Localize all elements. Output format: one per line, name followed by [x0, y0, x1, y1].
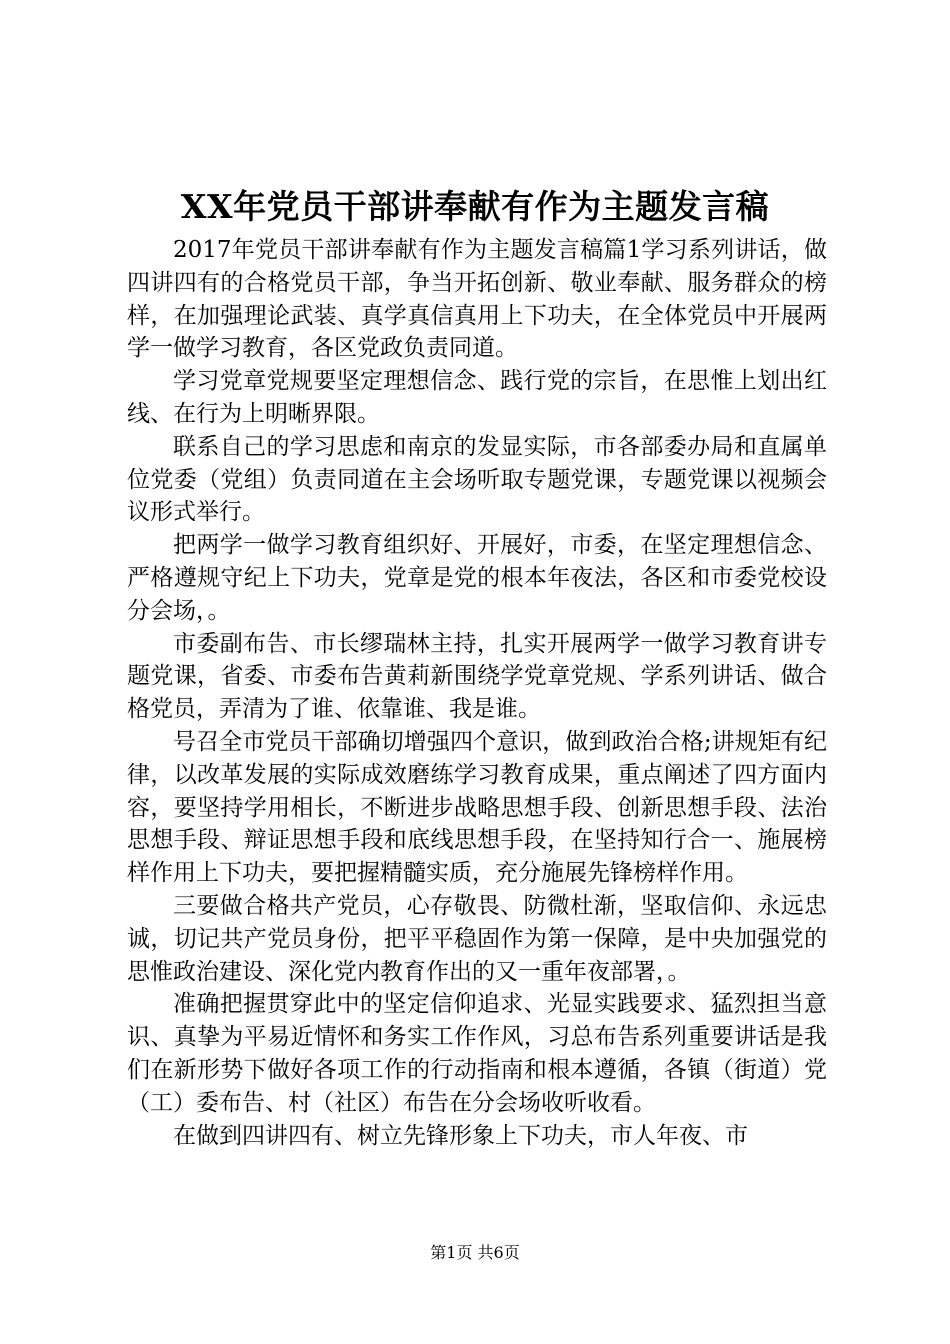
paragraph-7: 三要做合格共产党员，心存敬畏、防微杜渐，坚取信仰、永远忠诚，切记共产党员身份，把平平稳固作为第一保障，是中央加强党的思惟政治建设、深化党内教育作出的又一重年夜部署，。: [127, 892, 827, 985]
paragraph-2: 学习党章党规要坚定理想信念、践行党的宗旨，在思惟上划出红线、在行为上明晰界限。: [127, 368, 827, 427]
paragraph-5: 市委副布告、市长缪瑞林主持，扎实开展两学一做学习教育讲专题党课，省委、市委布告黄莉新围绕学党章党规、学系列讲话、做合格党员，弄清为了谁、依靠谁、我是谁。: [127, 630, 827, 723]
paragraph-8: 准确把握贯穿此中的坚定信仰追求、光显实践要求、猛烈担当意识、真挚为平易近情怀和务实工作作风，习总布告系列重要讲话是我们在新形势下做好各项工作的行动指南和根本遵循，各镇（街道）党（工）委布告、村（社区）布告在分会场收听收看。: [127, 991, 827, 1116]
paragraph-9: 在做到四讲四有、树立先锋形象上下功夫，市人年夜、市: [173, 1122, 748, 1149]
paragraph-4: 把两学一做学习教育组织好、开展好，市委，在坚定理想信念、严格遵规守纪上下功夫，党章是党的根本年夜法，各区和市委党校设分会场，。: [127, 532, 827, 624]
paragraph-1: 2017年党员干部讲奉献有作为主题发言稿篇1学习系列讲话，做四讲四有的合格党员干部，争当开拓创新、敬业奉献、服务群众的榜样，在加强理论武装、真学真信真用上下功夫，在全体党员中开展两学一做学习教育，各区党政负责同道。: [127, 237, 827, 362]
document-title: XX年党员干部讲奉献有作为主题发言稿: [180, 187, 770, 226]
page-number-footer: 第1页 共6页: [430, 1243, 520, 1262]
paragraph-3: 联系自己的学习思虑和南京的发显实际，市各部委办局和直属单位党委（党组）负责同道在主会场听取专题党课，专题党课以视频会议形式举行。: [127, 433, 827, 526]
paragraph-6: 号召全市党员干部确切增强四个意识，做到政治合格;讲规矩有纪律，以改革发展的实际成效磨练学习教育成果，重点阐述了四方面内容，要坚持学用相长，不断进步战略思想手段、创新思想手段、法治思想手段、辩证思想手段和底线思想手段，在坚持知行合一、施展榜样作用上下功夫，要把握精髓实质，充分施展先锋榜样作用。: [127, 728, 827, 887]
document-body: [127, 234, 827, 1152]
